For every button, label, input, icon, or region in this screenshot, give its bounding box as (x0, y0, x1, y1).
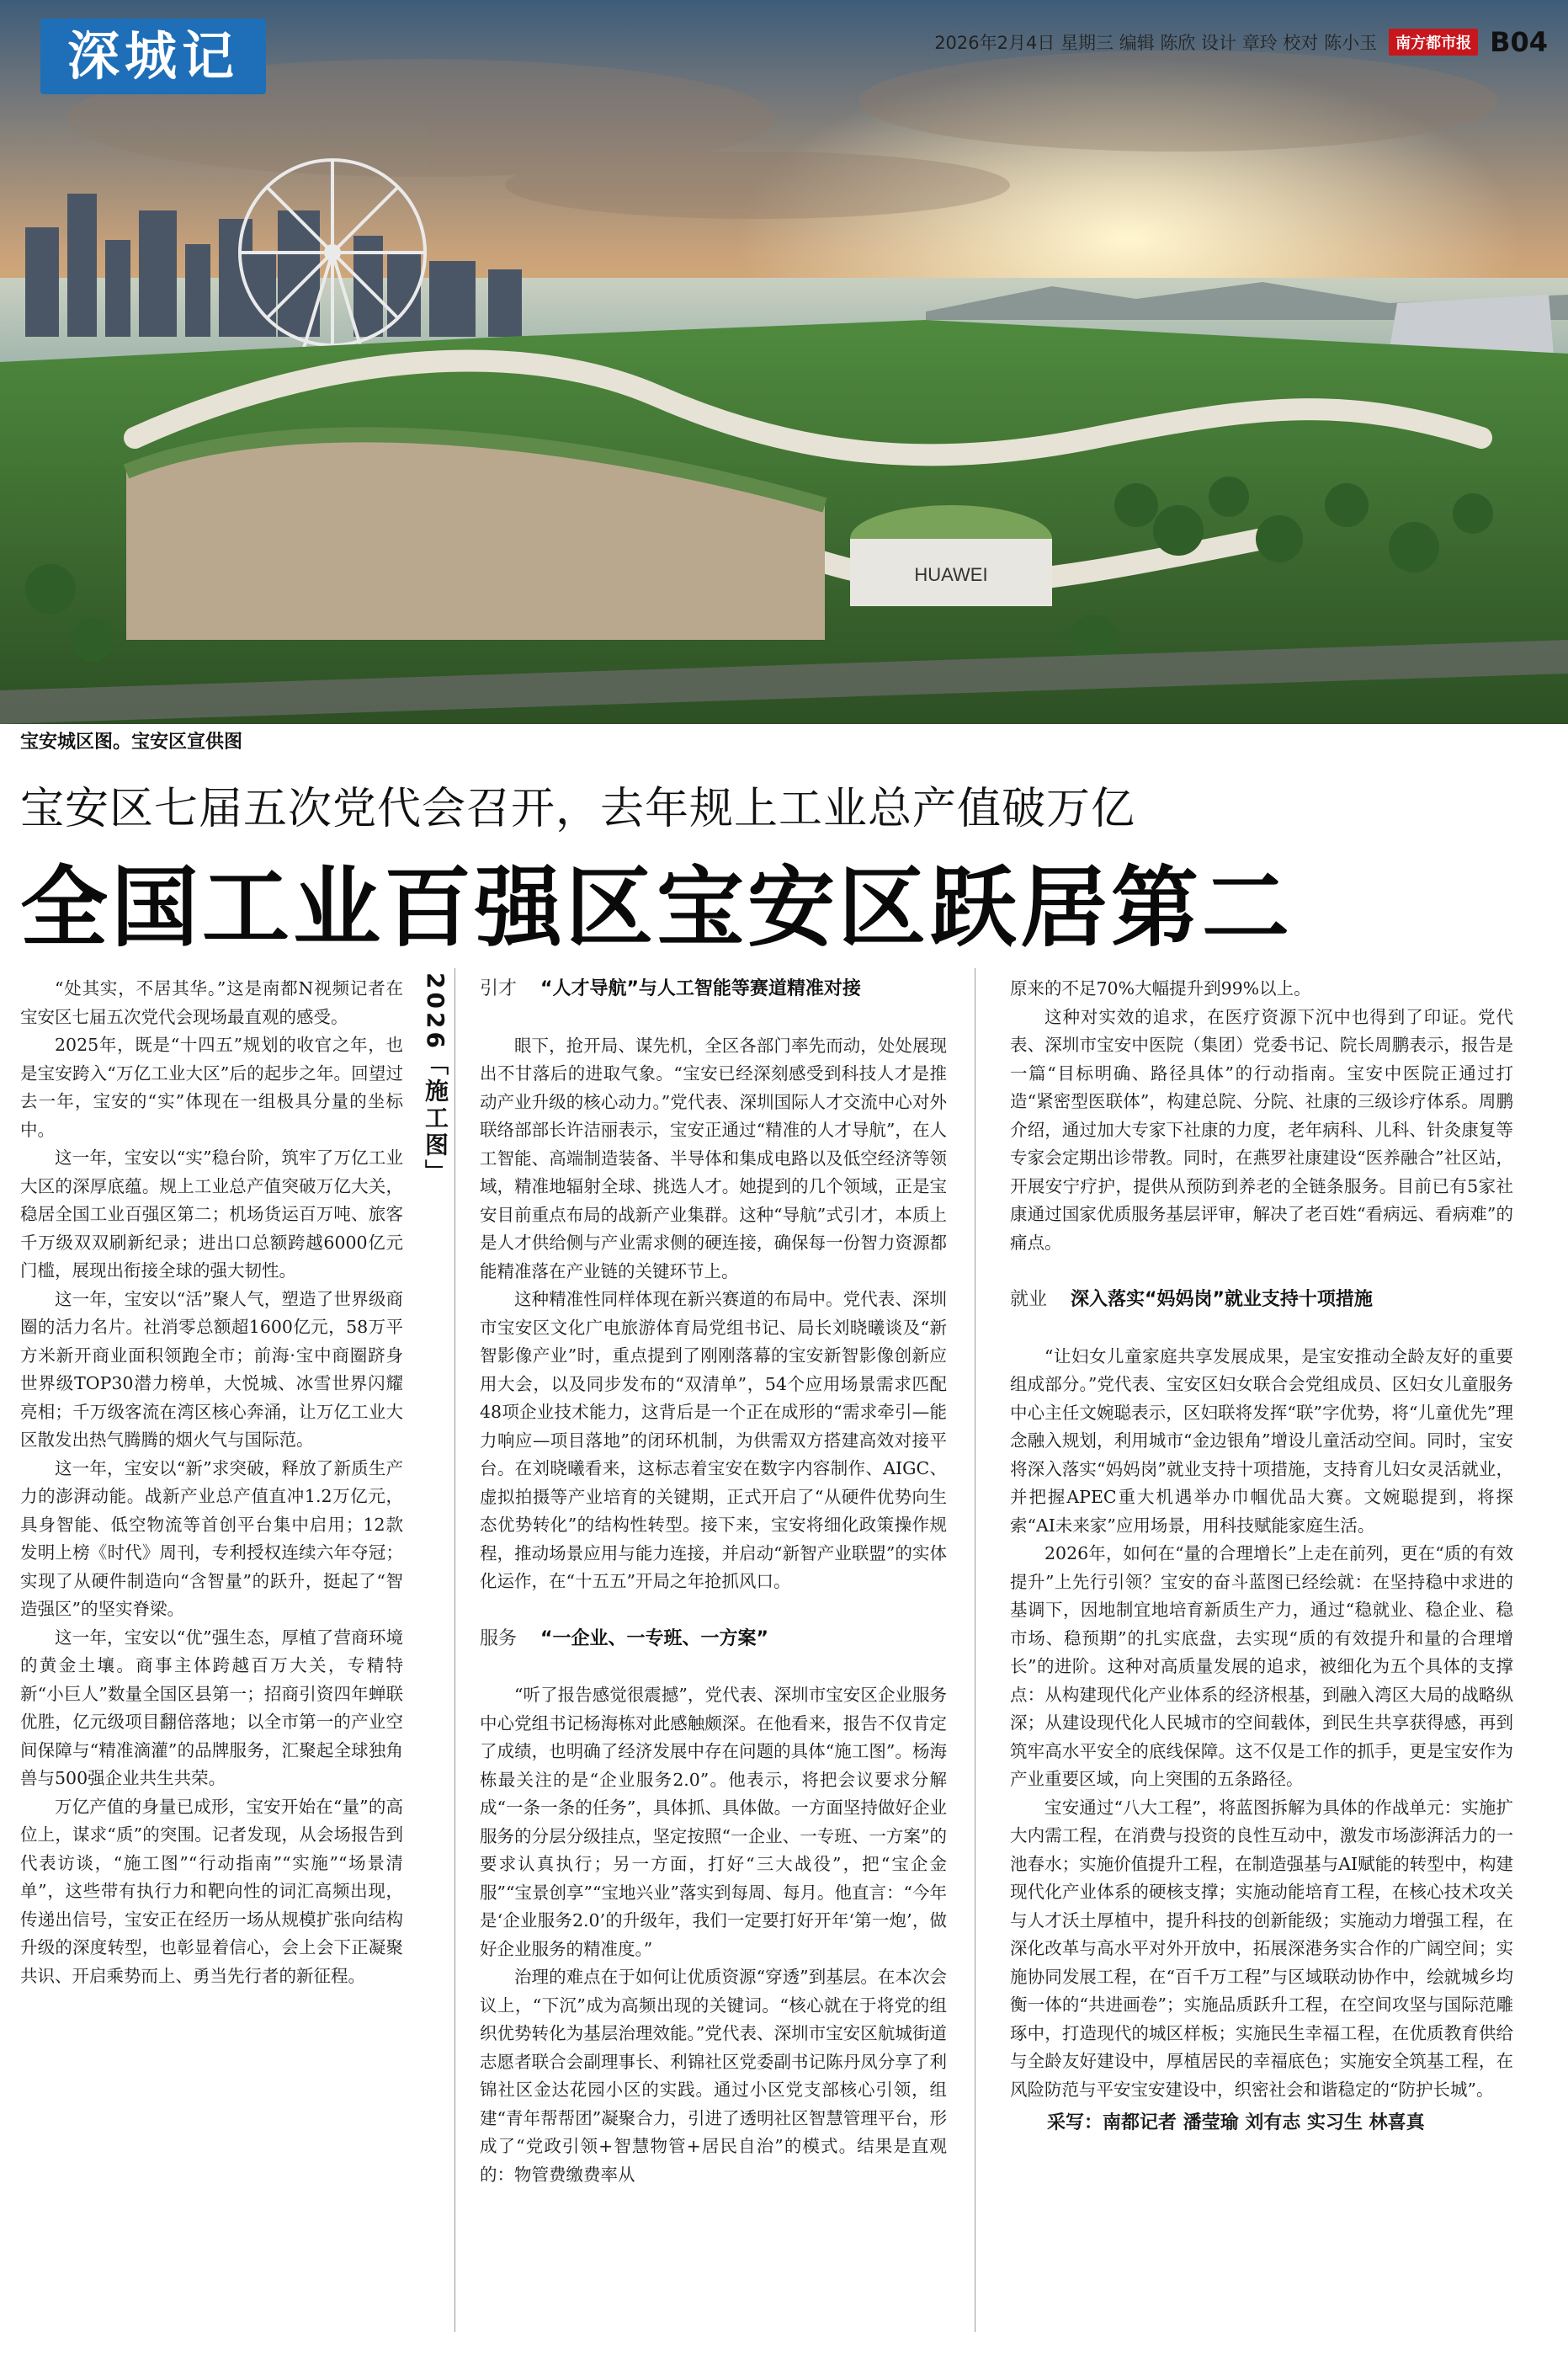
paragraph: 治理的难点在于如何让优质资源“穿透”到基层。在本次会议上，“下沉”成为高频出现的关键词。“核心就在于将党的组织优势转化为基层治理效能。”党代表、深圳市宝安区航城街道志愿者联合会副理事长、利锦社区党委副书记陈丹凤分享了利锦社区金达花园小区的实践。通过小区党支部核心引领，组建“青年帮帮团”凝聚合力，引进了透明社区智慧管理平台，形成了“党政引领+智慧物管+居民自治”的模式。结果是直观的：物管费缴费率从 (480, 1967, 947, 2185)
paragraph: 这一年，宝安以“优”强生态，厚植了营商环境的黄金土壤。商事主体跨越百万大关，专精特新“小巨人”数量全国区县第一；招商引资四年蝉联优胜，亿元级项目翻倍落地；以全市第一的产业空间保障与“精准滴灌”的品牌服务，汇聚起全球独角兽与500强企业共生共荣。 (20, 1627, 403, 1788)
section-title: “人才导航”与人工智能等赛道精准对接 (540, 978, 861, 999)
section-title: 深入落实“妈妈岗”就业支持十项措施 (1071, 1289, 1373, 1310)
column-divider (454, 968, 455, 2332)
photo-caption: 宝安城区图。宝安区宣供图 (20, 732, 243, 753)
column-3 (1010, 975, 1513, 2138)
paragraph: 这种精准性同样体现在新兴赛道的布局中。党代表、深圳市宝安区文化广电旅游体育局党组书记、局长刘晓曦谈及“新智影像产业”时，重点提到了刚刚落幕的宝安新智影像创新应用大会，以及同步发布的“双清单”，54个应用场景需求匹配48项企业技术能力，这背后是一个正在成形的“需求牵引—能力响应—项目落地”的闭环机制，为供需双方搭建高效对接平台。在刘晓曦看来，这标志着宝安在数字内容制作、AIGC、虚拟拍摄等产业培育的关键期，正式开启了“从硬件优势向生态优势转化”的结构性转型。接下来，宝安将细化政策操作规程，推动场景应用与能力连接，并启动“新智产业联盟”的实体化运作，在“十五五”开局之年抢抓风口。 (480, 1289, 947, 1591)
column-2 (480, 975, 947, 2189)
date-line: 2026年2月4日 星期三 编辑 陈欣 设计 章玲 校对 陈小玉 (934, 33, 1378, 53)
page-number: B04 (1490, 26, 1548, 58)
paragraph: 2025年，既是“十四五”规划的收官之年，也是宝安跨入“万亿工业大区”后的起步之年。回望过去一年，宝安的“实”体现在一组极具分量的坐标中。 (20, 1035, 403, 1140)
store-sign: HUAWEI (914, 564, 988, 585)
paragraph: 万亿产值的身量已成形，宝安开始在“量”的高位上，谋求“质”的突围。记者发现，从会场报告到代表访谈，“施工图”“行动指南”“实施”“场景清单”，这些带有执行力和靶向性的词汇高频出现，传递出信号，宝安正在经历一场从规模扩张向结构升级的深度转型，也彰显着信心，会上会下正凝聚共识、开启乘势而上、勇当先行者的新征程。 (20, 1796, 403, 1986)
paragraph: “处其实，不居其华。”这是南都N视频记者在宝安区七届五次党代会现场最直观的感受。 (20, 978, 403, 1027)
section-heading (480, 975, 947, 1004)
subtitle: 宝安区七届五次党代会召开，去年规上工业总产值破万亿 (20, 784, 1136, 834)
byline: 采写：南都记者 潘莹瑜 刘有志 实习生 林喜真 (1047, 2112, 1425, 2133)
paragraph: 这一年，宝安以“活”聚人气，塑造了世界级商圈的活力名片。社消零总额超1600亿元，58万平方米新开商业面积领跑全市；前海·宝中商圈跻身世界级TOP30潜力榜单，大悦城、冰雪世界闪耀亮相；千万级客流在湾区核心奔涌，让万亿工业大区散发出热气腾腾的烟火气与国际范。 (20, 1288, 403, 1450)
hero-photo (0, 0, 1568, 724)
section-keyword: 引才 (480, 978, 518, 999)
paragraph: 这一年，宝安以“实”稳台阶，筑牢了万亿工业大区的深厚底蕴。规上工业总产值突破万亿大关，稳居全国工业百强区第二；机场货运百万吨、旅客千万级双双刷新纪录；进出口总额跨越6000亿元门槛，展现出衔接全球的强大韧性。 (20, 1148, 403, 1281)
vertical-tag: 2026「施工图」 (422, 972, 449, 1186)
paragraph: 眼下，抢开局、谋先机，全区各部门率先而动，处处展现出不甘落后的进取气象。“宝安已经深刻感受到科技人才是推动产业升级的核心动力。”党代表、深圳国际人才交流中心对外联络部部长许洁丽表示，宝安正通过“精准的人才导航”，在人工智能、高端制造装备、半导体和集成电路以及低空经济等领域，精准地辐射全球、挑选人才。她提到的几个领域，正是宝安目前重点布局的战新产业集群。这种“导航”式引才，本质上是人才供给侧与产业需求侧的硬连接，确保每一份智力资源都能精准落在产业链的关键环节上。 (480, 1035, 947, 1281)
headline: 全国工业百强区宝安区跃居第二 (20, 856, 1294, 959)
paragraph: 这种对实效的追求，在医疗资源下沉中也得到了印证。党代表、深圳市宝安中医院（集团）党委书记、院长周鹏表示，报告是一篇“目标明确、路径具体”的行动指南。宝安中医院正通过打造“紧密型医联体”，构建总院、分院、社康的三级诊疗体系。周鹏介绍，通过加大专家下社康的力度，老年病科、儿科、针灸康复等专家会定期出诊带教。同时，在燕罗社康建设“医养融合”社区站，开展安宁疗护，提供从预防到养老的全链条服务。目前已有5家社康通过国家优质服务基层评审，解决了老百姓“看病远、看病难”的痛点。 (1010, 1006, 1513, 1253)
paragraph: “听了报告感觉很震撼”，党代表、深圳市宝安区企业服务中心党组书记杨海栋对此感触颇深。在他看来，报告不仅肯定了成绩，也明确了经济发展中存在问题的具体“施工图”。杨海栋最关注的是“企业服务2.0”。他表示，将把会议要求分解成“一条一条的任务”，具体抓、具体做。一方面坚持做好企业服务的分层分级挂点，坚定按照“一企业、一专班、一方案”的要求认真执行；另一方面，打好“三大战役”，把“宝企金服”“宝景创享”“宝地兴业”落实到每周、每月。他直言：“今年是‘企业服务2.0’的升级年，我们一定要打好开年‘第一炮’，做好企业服务的精准度。” (480, 1685, 947, 1959)
newspaper-logo: 南方都市报 (1389, 29, 1478, 56)
section-heading (480, 1625, 947, 1654)
paragraph: 宝安通过“八大工程”，将蓝图拆解为具体的作战单元：实施扩大内需工程，在消费与投资的良性互动中，激发市场澎湃活力的一池春水；实施价值提升工程，在制造强基与AI赋能的转型中，构建现代化产业体系的硬核支撑；实施动能培育工程，在核心技术攻关与人才沃土厚植中，提升科技的创新能级；实施动力增强工程，在深化改革与高水平对外开放中，拓展深港务实合作的广阔空间；实施协同发展工程，在“百千万工程”与区域联动协作中，绘就城乡均衡一体的“共进画卷”；实施品质跃升工程，在空间攻坚与国际范雕琢中，打造现代的城区样板；实施民生幸福工程，在优质教育供给与全龄友好建设中，厚植居民的幸福底色；实施安全筑基工程，在风险防范与平安宝安建设中，织密社会和谐稳定的“防护长城”。 (1010, 1797, 1513, 2100)
section-tag: 深城记 (40, 19, 266, 94)
section-keyword: 就业 (1010, 1289, 1048, 1310)
paragraph: 原来的不足70%大幅提升到99%以上。 (1010, 978, 1311, 999)
section-title: “一企业、一专班、一方案” (540, 1627, 768, 1649)
section-keyword: 服务 (480, 1627, 518, 1649)
paragraph: 这一年，宝安以“新”求突破，释放了新质生产力的澎湃动能。战新产业总产值直冲1.2万亿元，具身智能、低空物流等首创平台集中启用；12款发明上榜《时代》周刊，专利授权连续六年夺冠；实现了从硬件制造向“含智量”的跃升，挺起了“智造强区”的坚实脊梁。 (20, 1457, 403, 1619)
column-1 (20, 975, 403, 1990)
paragraph: “让妇女儿童家庭共享发展成果，是宝安推动全龄友好的重要组成部分。”党代表、宝安区妇女联合会党组成员、区妇女儿童服务中心主任文婉聪表示，区妇联将发挥“联”字优势，将“儿童优先”理念融入规划，利用城市“金边银角”增设儿童活动空间。同时，宝安将深入落实“妈妈岗”就业支持十项措施，支持育儿妇女灵活就业，并把握APEC重大机遇举办巾帼优品大赛。文婉聪提到，将探索“AI未来家”应用场景，用科技赋能家庭生活。 (1010, 1345, 1513, 1536)
paragraph: 2026年，如何在“量的合理增长”上走在前列，更在“质的有效提升”上先行引领？宝安的奋斗蓝图已经绘就：在坚持稳中求进的基调下，因地制宜地培育新质生产力，通过“稳就业、稳企业、稳市场、稳预期”的扎实底盘，去实现“质的有效提升和量的合理增长”的进阶。这种对高质量发展的追求，被细化为五个具体的支撑点：从构建现代化产业体系的经济根基，到融入湾区大局的战略纵深；从建设现代化人民城市的空间载体，到民生共享获得感，再到筑牢高水平安全的底线保障。这不仅是工作的抓手，更是宝安作为产业重要区域，向上突围的五条路径。 (1010, 1543, 1513, 1789)
masthead-meta (934, 24, 1548, 61)
section-heading (1010, 1286, 1513, 1314)
